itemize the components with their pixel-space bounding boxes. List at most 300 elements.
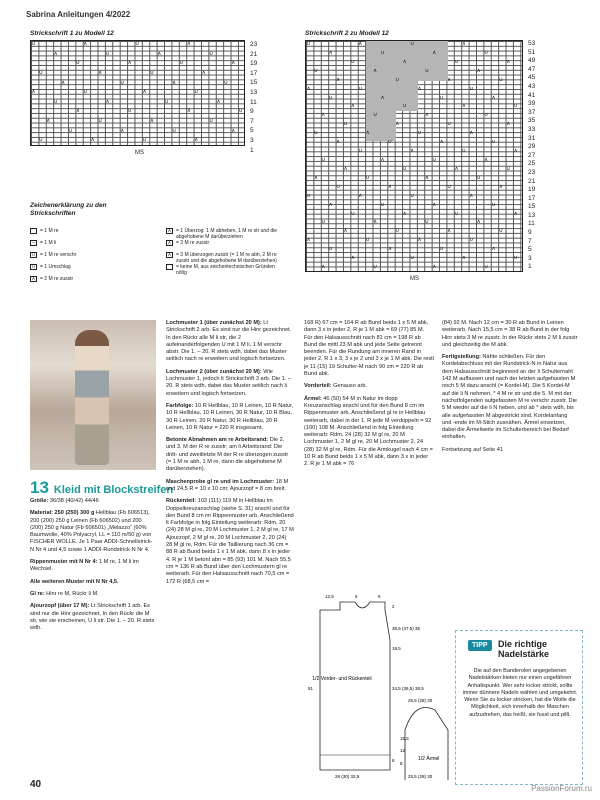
model-title: [30, 478, 173, 498]
row-number: 45: [528, 74, 536, 82]
chart-symbol: ∪: [135, 41, 140, 47]
schematic-w2: 6: [355, 594, 358, 599]
chart1-ms-label: MS: [135, 150, 144, 156]
chart-symbol: ∪: [365, 174, 370, 181]
row-number: 9: [250, 108, 254, 116]
chart-symbol: ∧: [395, 121, 400, 128]
paragraph-text: Hellblau (Fb 606513), 200 (200) 250 g Leinen (Fb 606502) und 200 (200) 250 g Natur (Fb 606501) „Melazzo“ (60% Baumwolle, 40% Polyacryl, LL = 110 m/50 g) von FISCHER WOLLE. Je 1 Paar ADDI-Schnellstrick-N Nr 4 und 4,5 sowie 1 ADDI-Rundstrick-N Nr 4.: [30, 510, 153, 553]
schematic-s3: 12: [400, 748, 406, 753]
instructions-column-4: [442, 320, 578, 459]
legend-symbol-icon: ∪: [31, 264, 36, 270]
row-number: 13: [250, 88, 258, 96]
chart-symbol: ∪: [31, 41, 36, 47]
chart2-row-numbers: [528, 40, 535, 272]
chart-symbol: ∧: [194, 137, 199, 144]
legend-text: = 1 Überzog: 1 M abheben, 1 M re str und die abgehobene M darüberziehen: [176, 228, 278, 240]
chart-symbol: ∧: [380, 94, 385, 101]
chart-symbol: ∪: [127, 108, 132, 115]
row-number: 23: [250, 41, 258, 48]
chart2-no-stitch-area-mid: [396, 41, 418, 111]
paragraph: [304, 383, 434, 390]
chart-symbol: ∧: [306, 237, 311, 244]
chart-symbol: ∧: [328, 49, 333, 56]
chart2-grid: [305, 40, 523, 272]
paragraph-text: 10 R Hellblau, 10 R Leinen, 10 R Natur, 10 R Hellblau, 10 R Leinen, 30 R Natur, 10 R Blau, 30 R Leinen, 20 R Natur, 30 R Hellblau, 20 R Leinen, 10 R Natur = 220 R insgesamt.: [166, 402, 294, 431]
chart-symbol: ∧: [380, 157, 385, 163]
tip-badge: TIPP: [468, 640, 492, 651]
legend-symbol-icon: –: [30, 240, 37, 246]
chart-symbol: ∪: [476, 174, 481, 181]
paragraph-text: Die 2. und 3. M der R re zusstr; am li Arbeitsrand: Die dritt- und zweitletzte M der R re überzogen zusstr (= 1 M re abh, 1 M re, dann die abgehobene M darüberziehen).: [166, 437, 289, 473]
chart-symbol: ∪: [395, 228, 400, 235]
chart-symbol: ∧: [75, 108, 80, 115]
chart-symbol: ∪: [179, 60, 184, 67]
chart-symbol: ∧: [343, 228, 348, 235]
row-number: 3: [250, 136, 254, 144]
paragraph-heading: Fertigstellung:: [442, 354, 481, 361]
legend-item: [166, 240, 286, 246]
chart-symbol: ∧: [454, 165, 459, 172]
chart-symbol: ∪: [350, 210, 355, 217]
paragraph-heading: Gl re:: [30, 590, 45, 597]
chart-symbol: ∪: [172, 127, 177, 134]
paragraph: [166, 479, 294, 494]
instructions-column-2: [166, 320, 294, 591]
chart-symbol: ∪: [380, 49, 385, 56]
chart-symbol: ∧: [358, 192, 363, 199]
chart-symbol: ∧: [476, 67, 481, 74]
chart-symbol: ∪: [454, 58, 459, 65]
schematic-sleeve-label: 1/2 Ärmel: [418, 756, 440, 762]
chart-symbol: ∪: [447, 183, 452, 190]
legend-item: [30, 240, 150, 246]
chart-symbol: ∧: [343, 165, 348, 172]
chart-symbol: ∪: [373, 264, 378, 271]
front-back-outline: [320, 602, 390, 770]
chart-symbol: ∪: [83, 89, 88, 96]
chart-symbol: ∧: [387, 183, 392, 190]
chart-symbol: ∧: [402, 58, 407, 65]
row-number: 33: [528, 125, 536, 133]
chart-symbol: ∧: [186, 108, 191, 115]
row-number: 11: [528, 220, 535, 228]
legend-text: = 3 M überzogen zusstr (= 1 M re abh, 2 M re zusstr und die abgehobene M darüberziehen): [176, 252, 277, 264]
chart-symbol: ∪: [343, 121, 348, 128]
row-number: 13: [528, 211, 536, 219]
chart-symbol: ∧: [31, 89, 36, 96]
chart-symbol: ∧: [306, 85, 311, 92]
chart-symbol: ∪: [142, 137, 147, 144]
legend-item: [166, 228, 286, 240]
row-number: 35: [528, 117, 536, 125]
chart-symbol: ∪: [328, 246, 333, 253]
chart-symbol: ∧: [83, 41, 88, 47]
chart-symbol: ∧: [321, 112, 326, 119]
schematic-w1: 12,5: [325, 594, 334, 599]
chart-symbol: ∪: [424, 67, 429, 74]
legend-symbol-icon: ∧: [167, 240, 172, 246]
chart-symbol: ∪: [506, 165, 511, 172]
chart-symbol: ∧: [365, 130, 370, 137]
paragraph-text: Lt Strickschrift 1 arb. Es sind nur die Hinr gezeichnet, In den Rückr die M str, wie sie erscheinen, U li str. Die 1. – 20. R stets wdh.: [30, 603, 155, 632]
chart-symbol: ∪: [491, 139, 496, 146]
paragraph: [166, 498, 294, 586]
schematic-h3: 19,5: [392, 646, 401, 651]
chart-symbol: ∪: [75, 60, 80, 67]
row-number: 49: [528, 57, 536, 65]
chart-symbol: ∪: [498, 228, 503, 235]
chart-symbol: ∧: [149, 118, 154, 125]
chart-symbol: ∪: [491, 201, 496, 208]
row-number: 7: [250, 117, 254, 125]
schematic-w3: 6: [378, 594, 381, 599]
paragraph: [166, 437, 294, 473]
chart-symbol: ∪: [365, 237, 370, 244]
chart-symbol: ∪: [194, 89, 199, 96]
schematic-s2: 15,5: [400, 736, 409, 741]
chart-symbol: ∪: [380, 201, 385, 208]
chart-symbol: ∧: [410, 148, 415, 155]
row-number: 27: [528, 151, 536, 159]
chart-symbol: ∪: [439, 94, 444, 101]
paragraph-text: 18 M und 24,5 R = 10 x 10 cm; Ajourzopf = 8 cm breit.: [166, 478, 289, 492]
model-number: 13: [30, 478, 49, 497]
chart-symbol: ∧: [469, 130, 474, 137]
instructions-column-3: [304, 320, 434, 474]
chart-symbol: ∧: [231, 60, 236, 67]
chart-symbol: ∧: [201, 69, 206, 76]
chart-symbol: ∪: [350, 58, 355, 65]
chart-symbol: ∧: [53, 50, 58, 57]
chart-symbol: ∧: [313, 174, 318, 181]
tip-text: Die auf den Banderolen angegebenen Nadelstärken bieten nur einen ungefähren Anhaltspunkt. Wer sehr locker strickt, sollte immer dünnere Nadeln wählen und umgekehrt. Wenn Sie zu locker stricken, hat die Wolle die Möglichkeit, sich innerhalb der Maschen aufzudrehen, das heißt, sie fusst und pillt.: [462, 668, 578, 718]
chart-symbol: ∪: [484, 112, 489, 119]
paragraph: [442, 354, 578, 442]
paragraph-text: 1 M re, 1 M li im Wechsel.: [30, 559, 139, 573]
chart-symbol: ∧: [432, 201, 437, 208]
chart-symbol: ∧: [513, 210, 518, 217]
chart-symbol: ∪: [373, 112, 378, 119]
chart2-ms-label: MS: [410, 276, 419, 282]
garment-schematic: [300, 580, 450, 780]
chart-symbol: ∪: [328, 94, 333, 101]
chart-symbol: ∧: [358, 41, 363, 47]
legend-text: = 1 M li: [40, 240, 57, 246]
paragraph-text: 103 (111) 119 M in Hellblau im Doppelkreuzanschlag (siehe S. 31) anschl und für den Bund 8 cm im Rippenmuster arb. Anschließend lt Farbfolge in folg Einteilung weiterarb: Rdm, 20 (24) 28 M gl re, 20 M Lochmuster 1, 2 M gl re, 17 M Ajourzopf, 2 M gl re, 20 M Lochmuster 2, 20 (24) 28 M gl re, Rdm. Für die Taillierung nach 36 cm = 88 R ab Bund beids 1 x 1 M abk, dann 8 x in jeder 4. R je 1 M betont abn = 85 (93) 101 M. Nach 55,5 cm = 136 R ab Bund über den Lochmustern gl re weiterarb. Für den Halsausschnitt nach 70,5 cm = 172 R (68,5 cm =: [166, 498, 294, 585]
row-number: 21: [528, 177, 536, 185]
legend-text: = 3 M re zusstr: [176, 240, 210, 246]
chart-symbol: ∪: [358, 85, 363, 92]
row-number: 5: [528, 246, 532, 254]
paragraph: [442, 320, 578, 349]
paragraph: [304, 320, 434, 378]
chart-symbol: ∧: [439, 139, 444, 146]
legend-item: [166, 264, 286, 276]
chart-symbol: ∪: [223, 79, 228, 86]
paragraph-text: Nähte schließen. Für den Kordelabschluss mit der Rundstrick-N in Natur aus dem Halsausschnitt beginnend an der li Schulternaht 142 M auffassen und nach der letzten aufgefassten M noch 5 M dazu anschl (= Kordel-M). Die 5 Kordel-M auf die li N nehmen, * 4 M re str und die 5. M mit der nächstfolgenden aufgefassten M re verschr zusstr. Die 5 M wieder auf die li N heben, und ab * stets wdh, bis alle aufgefassten M abgestrickt sind. Kordelanfang und -ende im M-Stich zusnähen. Ärmel einsetzen, dabei die Ärmelweite im Schulterbereich bei Bedarf einhalten.: [442, 354, 577, 441]
chart-symbol: ∧: [447, 76, 452, 83]
chart-symbol: ∪: [53, 98, 58, 105]
chart-symbol: ∧: [98, 69, 103, 76]
row-number: 1: [528, 263, 532, 271]
chart-symbol: ∪: [447, 121, 452, 128]
page-number: 40: [30, 779, 42, 790]
legend-item: [30, 228, 150, 234]
model-photo: [30, 320, 156, 470]
chart-symbol: ∪: [402, 165, 407, 172]
paragraph: [442, 447, 578, 454]
chart-symbol: ∪: [105, 50, 110, 57]
chart-symbol: ∪: [164, 98, 169, 105]
row-number: 23: [528, 168, 536, 176]
paragraph-heading: Lochmuster 1 (über zunächst 20 M):: [166, 320, 262, 326]
chart-symbol: ∧: [142, 89, 147, 96]
chart-symbol: ∧: [387, 246, 392, 253]
chart-symbol: ∧: [424, 174, 429, 181]
chart-symbol: ∧: [373, 67, 378, 74]
chart2-no-stitch-area-left: [366, 41, 396, 141]
paragraph-heading: Alle weiteren Muster mit N Nr 4,5.: [30, 578, 119, 585]
paragraph-text: 36/38 (40/42) 44/46: [48, 498, 99, 504]
paragraph-heading: Material: 250 (250) 300 g: [30, 510, 95, 517]
legend-symbol-icon: ∧: [167, 252, 172, 258]
paragraph-text: 168 R) 67 cm = 164 R ab Bund beids 1 x 5 M abk, dann 3 x in jeder 2. R je 1 M abk = 69 (77) 85 M. Für den Halsausschnitt nach 81 cm = 198 R ab Bund die mittl 23 M abk und jede Seite getrennt beenden. Für die Rundung am inneren Rand in jeder 2. R 1 x 3, 3 x je 2 und 3 x je 1 M abk. Die restl je 11 (15) 19 Schulter-M nach 90 cm = 220 R ab Bund abk.: [304, 320, 434, 378]
row-number: 11: [250, 98, 257, 106]
chart-symbol: ∧: [461, 103, 466, 110]
paragraph-text: (84) 92 M. Nach 12 cm = 30 R ab Bund in Leinen weiterarb. Nach 15,5 cm = 38 R ab Bund in der folg Hinr stets 3 M re zusstr. In der Rückr stets 2 M li zusstr und gleichzeitig die M abk.: [442, 320, 578, 348]
chart-symbol: ∪: [513, 255, 518, 262]
chart-symbol: ∧: [157, 50, 162, 57]
row-number: 43: [528, 82, 536, 90]
chart-symbol: ∪: [402, 103, 407, 110]
row-number: 9: [528, 229, 532, 237]
legend-title: Zeichenerklärung zu den Strickschriften: [30, 202, 107, 217]
legend-text: = 1 Umschlag: [40, 264, 71, 270]
legend-symbol-icon: ∧: [167, 228, 172, 234]
chart1-title: Strickschrift 1 zu Modell 12: [30, 30, 114, 37]
chart-symbol: ∪: [432, 157, 437, 163]
chart-symbol: ∪: [469, 237, 474, 244]
paragraph-heading: Größe:: [30, 498, 49, 504]
row-number: 15: [250, 79, 258, 87]
chart-symbol: ∧: [491, 246, 496, 253]
chart-symbol: ∧: [216, 98, 221, 105]
row-number: 7: [528, 237, 532, 245]
paragraph-heading: Lochmuster 2 (über zunächst 20 M):: [166, 368, 262, 375]
chart-symbol: ∪: [321, 157, 326, 163]
chart-symbol: ∪: [38, 137, 43, 144]
legend-symbol-icon: ∪: [31, 252, 36, 258]
chart-symbol: ∧: [46, 118, 51, 125]
paragraph: [30, 591, 156, 598]
paragraph: [166, 369, 294, 398]
legend-text: = 1 M re: [40, 228, 59, 234]
chart-symbol: ∪: [439, 246, 444, 253]
chart-symbol: ∧: [336, 76, 341, 83]
chart-symbol: ∧: [350, 103, 355, 110]
paragraph-text: Genauso arb.: [331, 383, 368, 390]
paragraph: [30, 510, 156, 554]
magazine-header: Sabrina Anleitungen 4/2022: [26, 10, 131, 19]
chart-symbol: ∧: [491, 94, 496, 101]
chart-symbol: ∪: [38, 69, 43, 76]
watermark: PassionForum.ru: [531, 784, 592, 793]
paragraph: [166, 403, 294, 432]
chart-symbol: ∪: [469, 85, 474, 92]
chart-symbol: ∪: [424, 219, 429, 226]
paragraph-heading: Vorderteil:: [304, 383, 332, 390]
tip-heading: Die richtige Nadelstärke: [498, 639, 550, 659]
chart-symbol: ∧: [90, 137, 95, 144]
chart-symbol: ∧: [461, 255, 466, 262]
chart-symbol: ∪: [321, 219, 326, 226]
schematic-front-label: 1/2 Vorder- und Rückenteil: [312, 676, 372, 682]
chart2-no-stitch-area-right: [418, 41, 448, 81]
chart-symbol: ∧: [321, 264, 326, 271]
chart-symbol: ∪: [395, 76, 400, 83]
chart-symbol: ∧: [231, 127, 236, 134]
chart-symbol: ∪: [68, 127, 73, 134]
row-number: 29: [528, 143, 536, 151]
row-number: 21: [250, 50, 258, 58]
chart-symbol: ∧: [350, 255, 355, 262]
legend-text: = 1 M re verschr: [40, 252, 77, 258]
chart-symbol: ∪: [410, 192, 415, 199]
chart-symbol: ∪: [209, 50, 214, 57]
chart-symbol: ∪: [313, 67, 318, 74]
chart-symbol: ∪: [358, 148, 363, 155]
chart-symbol: ∧: [432, 264, 437, 271]
chart-symbol: ∧: [328, 201, 333, 208]
row-number: 15: [528, 203, 536, 211]
chart-symbol: ∪: [461, 148, 466, 155]
paragraph-text: Hinr re M, Rückr li M.: [44, 590, 99, 597]
model-name: Kleid mit Blockstreifen: [53, 484, 174, 496]
chart-symbol: ∧: [498, 183, 503, 190]
chart-symbol: ∪: [513, 103, 518, 110]
paragraph-heading: Ajourzopf (über 17 M):: [30, 603, 90, 610]
row-number: 3: [528, 254, 532, 262]
chart-symbol: ∪: [484, 264, 489, 271]
chart-symbol: ∪: [417, 130, 422, 137]
legend-item: [30, 276, 150, 282]
schematic-s1: 25,5 (28) 30: [408, 698, 433, 703]
chart-symbol: ∪: [410, 255, 415, 262]
row-number: 31: [528, 134, 536, 142]
paragraph: [30, 603, 156, 632]
schematic-s5: 25,5 (28) 30: [408, 774, 433, 779]
schematic-s4: 8: [400, 761, 403, 766]
schematic-b1: 28 (30) 32,5: [335, 774, 360, 779]
chart-symbol: ∧: [186, 41, 191, 47]
chart-symbol: ∧: [484, 157, 489, 163]
chart-symbol: ∧: [432, 49, 437, 56]
paragraph-heading: Farbfolge:: [166, 402, 194, 409]
chart-symbol: ∧: [172, 79, 177, 86]
chart-symbol: ∧: [506, 58, 511, 65]
legend-symbol-icon: ∧: [31, 276, 36, 282]
chart-symbol: ∧: [476, 219, 481, 226]
chart-symbol: ∧: [373, 219, 378, 226]
paragraph: [30, 559, 156, 574]
sleeve-outline: [405, 708, 448, 781]
chart-symbol: ∪: [387, 139, 392, 146]
paragraph: [304, 396, 434, 469]
legend-symbol-icon: [30, 228, 37, 234]
legend-item: [166, 252, 286, 264]
row-number: 39: [528, 100, 536, 108]
paragraph: [166, 320, 294, 364]
paragraph: [30, 579, 156, 586]
chart-symbol: ∧: [469, 192, 474, 199]
legend-text: = 2 M re zusstr: [40, 276, 74, 282]
chart-symbol: ∧: [417, 85, 422, 92]
chart-symbol: ∪: [313, 130, 318, 137]
paragraph-heading: Ärmel:: [304, 395, 322, 402]
paragraph-text: Fortsetzung auf Seite 41: [442, 446, 503, 453]
row-number: 41: [528, 91, 536, 99]
chart-symbol: ∧: [402, 210, 407, 217]
chart-symbol: ∧: [417, 237, 422, 244]
chart-symbol: ∪: [306, 41, 311, 47]
chart-symbol: ∪: [454, 210, 459, 217]
schematic-h6: 8: [392, 758, 395, 763]
row-number: 25: [528, 160, 536, 168]
chart-symbol: ∪: [209, 118, 214, 125]
chart-symbol: ∧: [336, 139, 341, 146]
schematic-h2: 39,5 (37,5) 35: [392, 626, 421, 631]
chart-symbol: ∧: [461, 41, 466, 47]
chart2-title: Strickschrift 2 zu Modell 12: [305, 30, 389, 37]
chart-symbol: ∧: [506, 121, 511, 128]
chart-symbol: ∪: [336, 183, 341, 190]
row-number: 5: [250, 127, 254, 135]
row-number: 17: [528, 194, 536, 202]
legend-item: [30, 252, 150, 258]
chart-symbol: ∧: [61, 79, 66, 86]
chart-symbol: ∪: [306, 192, 311, 199]
chart-symbol: ∪: [484, 49, 489, 56]
chart-symbol: ∪: [498, 76, 503, 83]
row-number: 19: [528, 186, 536, 194]
paragraph-heading: Maschenprobe gl re und im Lochmuster:: [166, 478, 275, 485]
row-number: 1: [250, 146, 254, 154]
chart-symbol: ∧: [447, 228, 452, 235]
chart-symbol: ∪: [238, 108, 243, 115]
instructions-column-1: [30, 498, 156, 637]
row-number: 53: [528, 40, 536, 47]
paragraph-heading: Rückenteil:: [166, 498, 197, 505]
legend-item: [30, 264, 150, 270]
paragraph-text: Wie Lochmuster 1, jedoch lt Strickschrift 3 arb. Die 1. – 20. R stets wdh, dabei das Muster seitlich nach li erweitern und logisch fortsetzen.: [166, 368, 291, 397]
chart-symbol: ∧: [513, 148, 518, 155]
paragraph-text: Lt Strickschrift 2 arb. Es sind nur die Hinr gezeichnet. In den Rückr alle M li str, die 2 aufeinanderfolgenden U mit 1 M li, 1 M verschr abstr. Die 1. – 20. R stets wdh, dabei das Muster seitlich nach re erweitern und logisch fortsetzen.: [166, 320, 292, 363]
chart-symbol: ∪: [98, 118, 103, 125]
chart-symbol: ∧: [105, 98, 110, 105]
row-number: 17: [250, 69, 258, 77]
chart-symbol: ∪: [149, 69, 154, 76]
paragraph-text: 46 (50) 54 M in Natur im dopp Kreuzanschlag anschl und für den Bund 8 cm im Rippenmuster arb. Anschließend gl re in Hellblau weiterarb, dabei in der 1. R jede M verdoppeln = 92 (100) 108 M. Anschließend in folg Einteilung weiterarb: Rdm, 24 (28) 32 M gl re, 20 M Lochmuster 1, 2 M gl re, 20 M Lochmuster 2, 24 (28) 32 M gl re, Rdm. Für die Armkugel nach 4 cm = 10 R ab Bund beids 1 x 5 M abk, dann 3 x in jeder 2. R je 1 M abk = 76: [304, 395, 433, 468]
legend-symbol-icon: [166, 264, 173, 270]
model-figure: [75, 330, 109, 465]
schematic-h4: 34,5 (36,5) 38,5: [392, 686, 424, 691]
chart-symbol: ∧: [120, 127, 125, 134]
chart1-row-numbers: [250, 40, 257, 155]
row-number: 47: [528, 65, 536, 73]
row-number: 19: [250, 60, 258, 68]
legend-text: = keine M, aus zeichentechnischen Gründen nötig: [176, 264, 275, 276]
schematic-h5: 81: [308, 686, 314, 691]
